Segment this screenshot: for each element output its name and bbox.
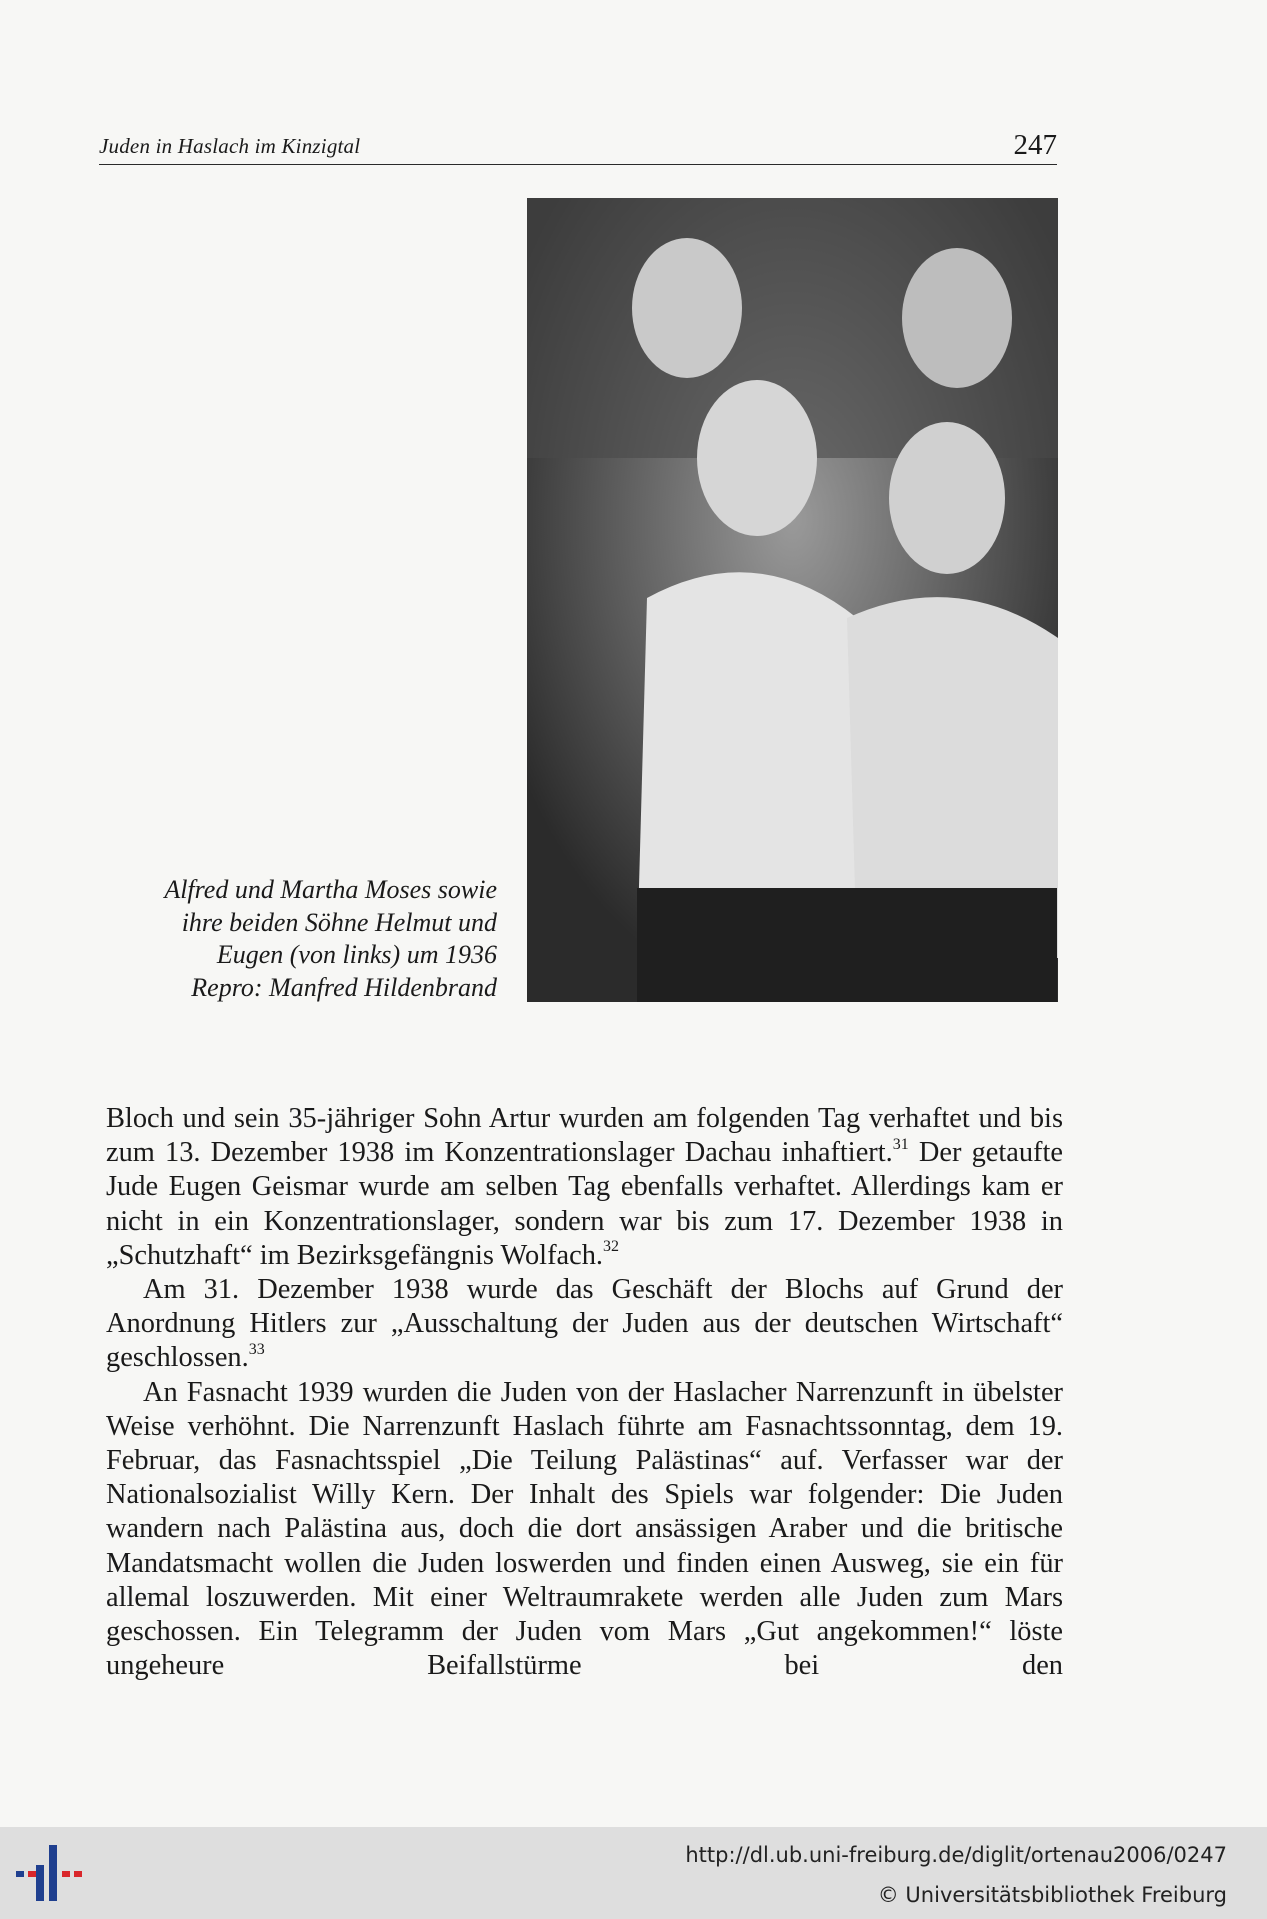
page-number: 247 bbox=[1013, 129, 1057, 161]
footnote-ref: 31 bbox=[892, 1135, 909, 1153]
footer-bar bbox=[0, 1827, 1267, 1919]
caption-line: ihre beiden Söhne Helmut und bbox=[181, 907, 497, 937]
paragraph bbox=[106, 1102, 1063, 1273]
footnote-ref: 32 bbox=[603, 1238, 620, 1256]
paragraph-text: Am 31. Dezember 1938 wurde das Geschäft der Blochs auf Grund der Anordnung Hitlers zur „Ausschaltung der Juden aus der deutschen Wirtschaft“ geschlossen. bbox=[106, 1274, 1063, 1374]
paragraph-text: An Fasnacht 1939 wurden die Juden von der Haslacher Narrenzunft in übelster Weise verhöhnt. Die Narrenzunft Haslach führte am Fasnachtssonntag, dem 19. Februar, das Fasnachtsspiel „Die Teilung Palästinas“ auf. Verfasser war der Nationalsozialist Willy Kern. Der Inhalt des Spiels war folgender: Die Juden wandern nach Palästina aus, doch die dort ansässigen Araber und die britische Mandatsmacht wollen die Juden loswerden und finden einen Ausweg, sie ein für allemal loszuwerden. Mit einer Weltraumrakete werden alle Juden zum Mars geschossen. Ein Telegramm der Juden vom Mars „Gut angekommen!“ löste ungeheure Beifallstürme bei den bbox=[106, 1376, 1063, 1682]
running-title: Juden in Haslach im Kinzigtal bbox=[99, 134, 361, 158]
source-url-link[interactable]: http://dl.ub.uni-freiburg.de/diglit/ortenau2006/0247 bbox=[685, 1843, 1227, 1867]
running-header bbox=[99, 120, 1057, 165]
paragraph-text: Bloch und sein 35-jähriger Sohn Artur wurden am folgenden Tag verhaftet und bis zum 13. Dezember 1938 im Konzentrationslager Dachau inhaftiert. bbox=[106, 1103, 1063, 1169]
caption-line: Repro: Manfred Hildenbrand bbox=[191, 972, 497, 1002]
photo-placeholder-icon bbox=[527, 198, 1058, 1002]
photo-caption bbox=[164, 874, 497, 1004]
copyright-notice: © Universitätsbibliothek Freiburg bbox=[877, 1883, 1227, 1907]
caption-line: Alfred und Martha Moses sowie bbox=[164, 875, 497, 904]
paragraph bbox=[106, 1273, 1063, 1376]
caption-line: Eugen (von links) um 1936 bbox=[216, 940, 497, 969]
footnote-ref: 33 bbox=[248, 1340, 265, 1358]
ub-freiburg-logo-icon[interactable] bbox=[16, 1841, 82, 1907]
family-photo bbox=[527, 198, 1058, 1002]
body-text bbox=[106, 1102, 1063, 1683]
paragraph-text: Der getaufte Jude Eugen Geismar wurde am selben Tag ebenfalls verhaftet. Allerdings kam er nicht in ein Konzentrationslager, sondern war bis zum 17. Dezember 1938 in „Schutzhaft“ im Bezirksgefängnis Wolfach. bbox=[106, 1137, 1064, 1271]
paragraph bbox=[106, 1376, 1063, 1684]
